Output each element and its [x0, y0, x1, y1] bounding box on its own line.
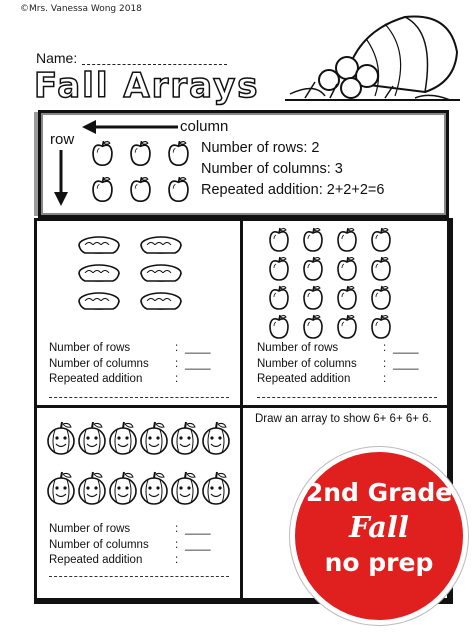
pumpkin-icon	[141, 422, 167, 454]
q1-columns-colon: :	[175, 357, 179, 370]
pie-icon	[141, 237, 181, 253]
pumpkin-icon	[48, 422, 74, 454]
question-3-cell	[37, 408, 240, 598]
pie-array	[73, 231, 203, 321]
q4-prompt: Draw an array to show 6+ 6+ 6+ 6.	[255, 413, 432, 425]
pumpkin-array	[45, 418, 235, 516]
example-apple	[131, 177, 150, 201]
q2-rows-colon: :	[383, 342, 387, 354]
q2-repeated-colon: :	[383, 373, 387, 385]
q2-columns-colon: :	[383, 357, 387, 370]
q3-answer-line[interactable]	[49, 576, 229, 577]
q2-repeated-label: Repeated addition	[257, 373, 351, 385]
apple-icon	[270, 228, 288, 251]
apple-icon	[372, 257, 390, 280]
apple-icon	[270, 257, 288, 280]
apple-icon	[270, 315, 288, 338]
pie-icon	[141, 265, 181, 281]
pumpkin-icon	[48, 472, 74, 504]
badge-fall-text: Fall	[349, 510, 409, 544]
pie-icon	[79, 293, 119, 309]
q3-columns-answer[interactable]: ____	[185, 538, 211, 551]
q3-rows-answer[interactable]: ____	[185, 523, 211, 535]
q3-repeated-label: Repeated addition	[49, 554, 143, 566]
q3-repeated-colon: :	[175, 554, 179, 566]
pumpkin-icon	[172, 472, 198, 504]
question-1-cell	[37, 221, 240, 405]
q1-columns-answer[interactable]: ____	[185, 357, 211, 370]
column-label: column	[180, 118, 229, 135]
pumpkin-icon	[172, 422, 198, 454]
apple-icon	[372, 286, 390, 309]
q2-columns-label: Number of columns	[257, 357, 357, 370]
pumpkin-icon	[110, 422, 136, 454]
q1-rows-label: Number of rows	[49, 342, 131, 354]
name-label: Name:	[36, 50, 78, 66]
q2-rows-answer[interactable]: ____	[393, 342, 419, 354]
q1-columns-label: Number of columns	[49, 357, 149, 370]
page-title: Fall Arrays	[34, 66, 260, 106]
pumpkin-icon	[79, 422, 105, 454]
apple-icon	[270, 286, 288, 309]
apple-icon	[372, 228, 390, 251]
pumpkin-icon	[79, 472, 105, 504]
q3-rows-colon: :	[175, 523, 179, 535]
example-apple	[169, 177, 188, 201]
pumpkin-icon	[203, 472, 229, 504]
q2-answer-line[interactable]	[257, 397, 437, 398]
q1-repeated-colon: :	[175, 373, 179, 385]
apple-icon	[304, 286, 322, 309]
apple-icon	[338, 228, 356, 251]
apple-icon	[304, 257, 322, 280]
apple-icon	[304, 315, 322, 338]
example-apple	[93, 177, 112, 201]
q1-answer-line[interactable]	[49, 397, 229, 398]
pie-icon	[141, 293, 181, 309]
down-arrow-icon	[52, 150, 70, 206]
q3-rows-label: Number of rows	[49, 523, 131, 535]
example-apple	[93, 141, 112, 165]
apple-icon	[304, 228, 322, 251]
apple-icon	[338, 286, 356, 309]
example-apple	[169, 141, 188, 165]
apple-icon	[338, 315, 356, 338]
q1-repeated-label: Repeated addition	[49, 373, 143, 385]
example-facts	[201, 138, 384, 201]
q2-rows-label: Number of rows	[257, 342, 339, 354]
example-apple-array	[88, 138, 198, 206]
fact-columns: Number of columns: 3	[201, 161, 343, 177]
badge-no-prep-text: no prep	[324, 548, 434, 577]
q3-columns-label: Number of columns	[49, 538, 149, 551]
apple-icon	[372, 315, 390, 338]
q1-rows-colon: :	[175, 342, 179, 354]
badge-grade-text: 2nd Grade	[305, 478, 453, 507]
apple-array	[265, 225, 405, 343]
question-2-cell	[243, 221, 447, 405]
apple-basket-illustration	[285, 12, 460, 104]
fact-rows: Number of rows: 2	[201, 140, 320, 156]
q3-columns-colon: :	[175, 538, 179, 551]
pie-icon	[79, 237, 119, 253]
q1-rows-answer[interactable]: ____	[185, 342, 211, 354]
apple-icon	[338, 257, 356, 280]
left-arrow-icon	[82, 118, 180, 136]
copyright-text: ©Mrs. Vanessa Wong 2018	[20, 4, 142, 14]
q2-columns-answer[interactable]: ____	[393, 357, 419, 370]
row-label: row	[50, 131, 75, 148]
pumpkin-icon	[203, 422, 229, 454]
example-apple	[131, 141, 150, 165]
name-input-line[interactable]	[82, 64, 227, 65]
pumpkin-icon	[141, 472, 167, 504]
fact-repeated-addition: Repeated addition: 2+2+2=6	[201, 182, 385, 198]
pumpkin-icon	[110, 472, 136, 504]
pie-icon	[79, 265, 119, 281]
